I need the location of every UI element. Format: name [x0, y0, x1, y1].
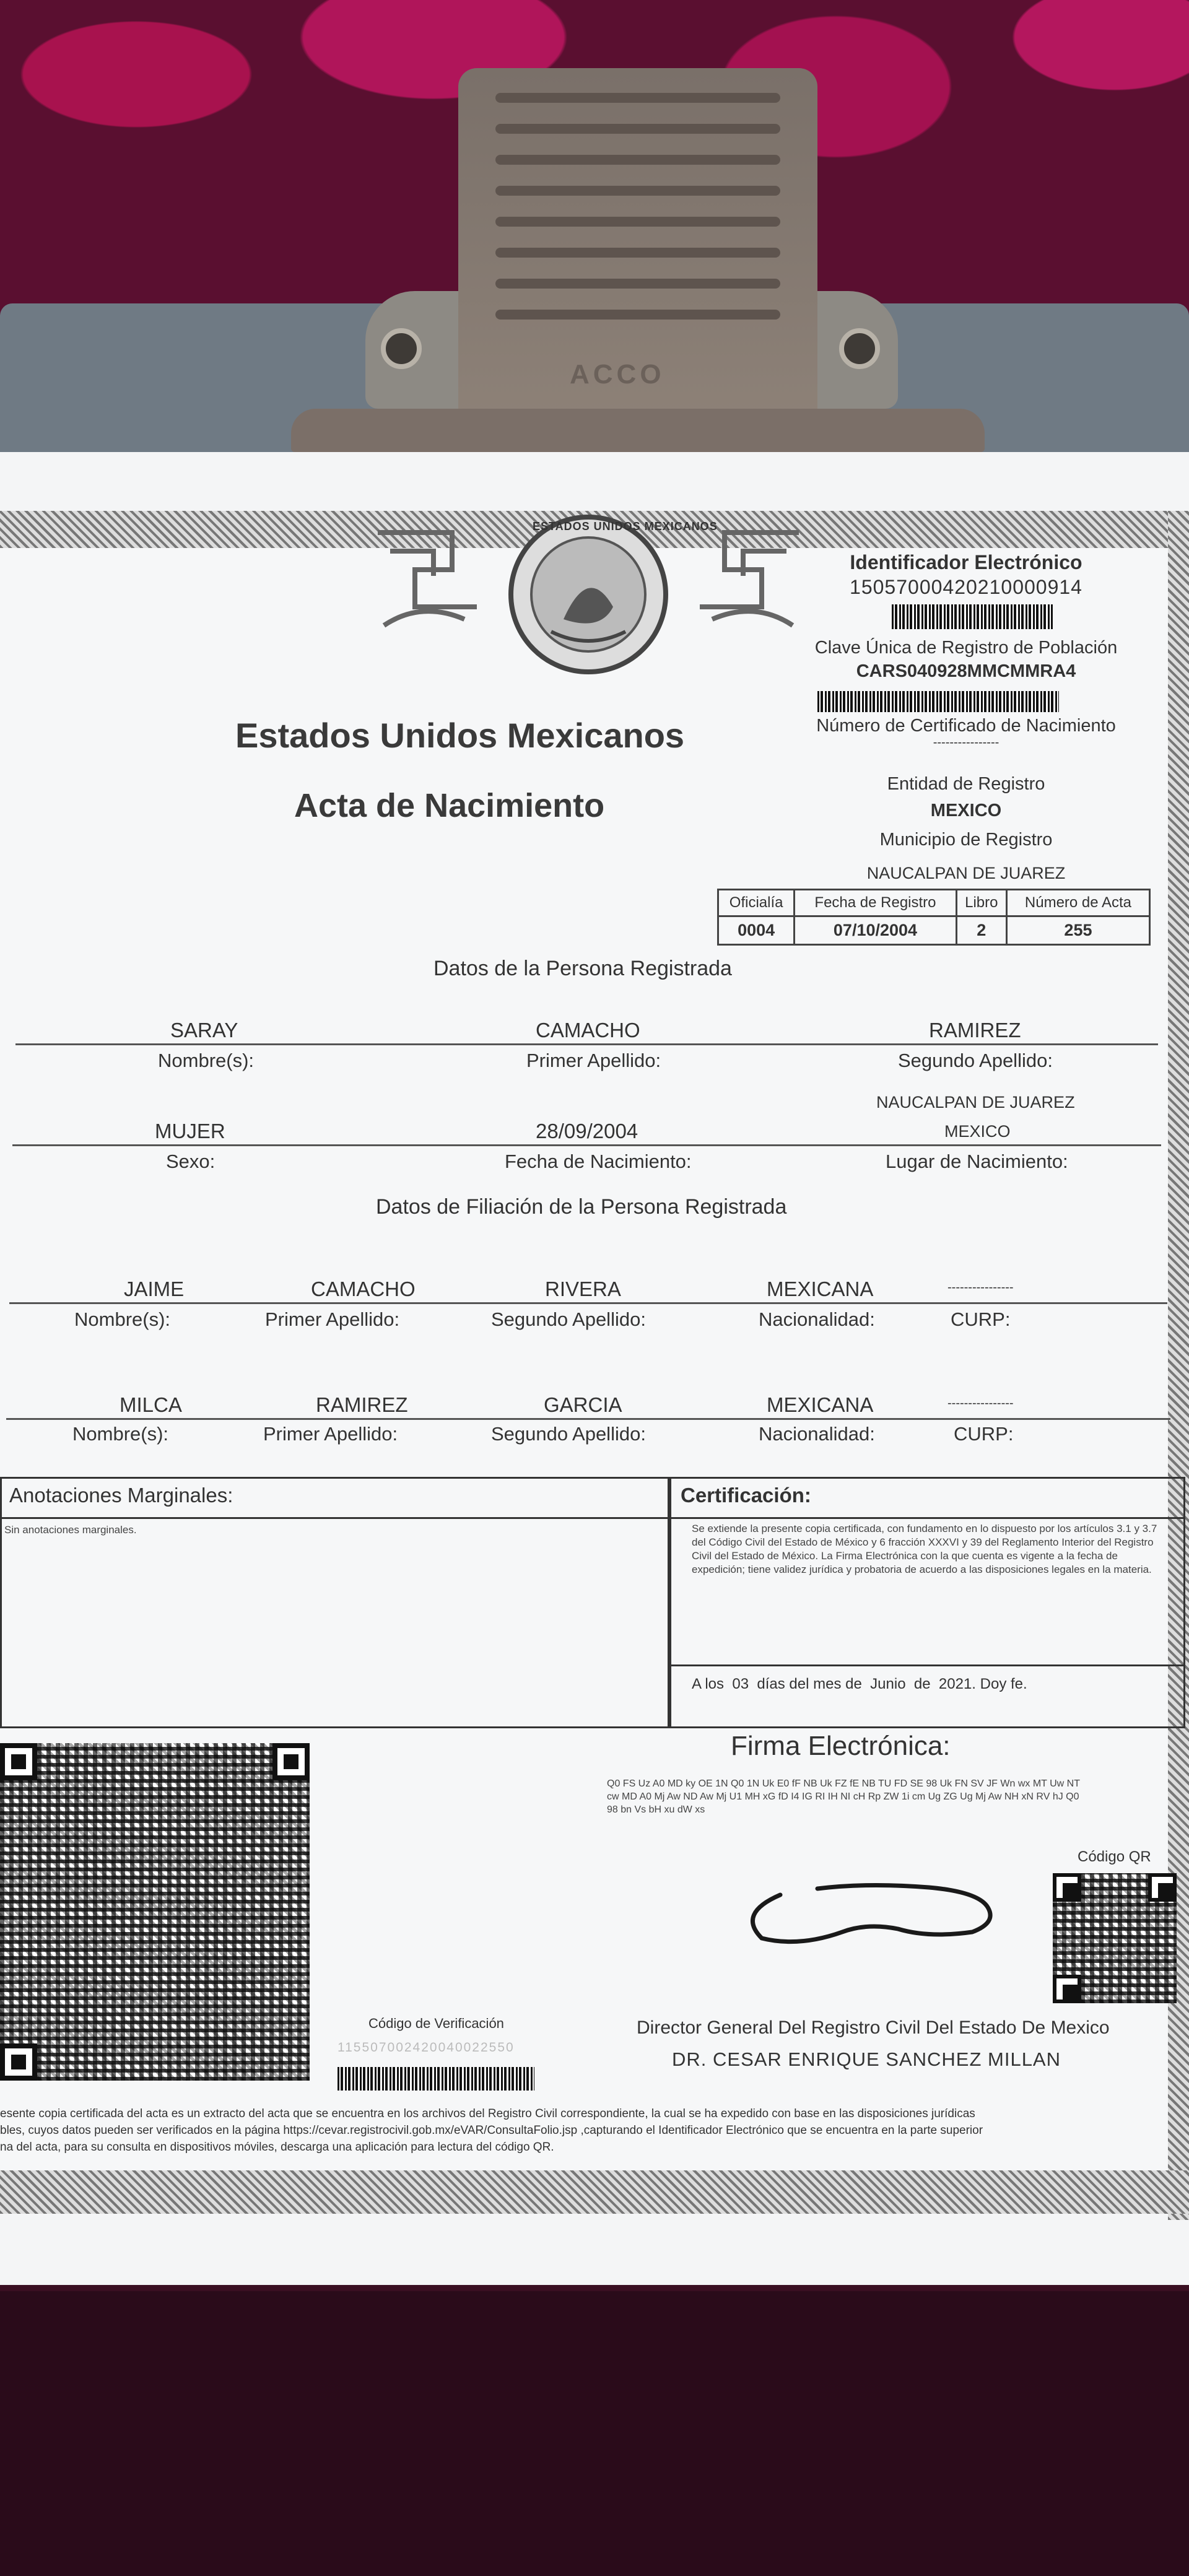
curp-label: Clave Única de Registro de Población: [814, 638, 1118, 658]
electronic-signature-code: Q0 FS Uz A0 MD ky OE 1N Q0 1N Uk E0 fF NB Uk FZ fE NB TU FD SE 98 Uk FN SV JF Wn wx MT Uw NT cw MD A0 Mj Aw ND Aw Mj U1 MH xG fD I4 IG RI IH NI cH Rp ZW 1i cm Ug ZG Ug Mj Aw NH xN RV hJ Q0 98 bn Vs bH xu dW xs: [607, 1778, 1080, 1815]
registry-book: 2: [956, 916, 1006, 945]
registry-act-number: 255: [1006, 916, 1149, 945]
person-second-surname-label: Segundo Apellido:: [898, 1050, 1053, 1071]
curp-barcode: [817, 691, 1059, 712]
parent1-first-surname-label: Primer Apellido:: [265, 1308, 400, 1330]
person-first-surname-label: Primer Apellido:: [526, 1050, 661, 1071]
parent2-name: MILCA: [120, 1393, 182, 1416]
emblem-text: ESTADOS UNIDOS MEXICANOS: [533, 520, 718, 533]
parent2-first-surname: RAMIREZ: [316, 1393, 408, 1416]
handwritten-signature: [743, 1870, 1003, 1951]
verification-code: 115507002420040022550: [338, 2040, 515, 2055]
registry-header-book: Libro: [956, 890, 1006, 916]
parent1-second-surname-label: Segundo Apellido:: [491, 1308, 646, 1330]
parent1-name: JAIME: [124, 1277, 185, 1300]
filiation-section-title: Datos de Filiación de la Persona Registrada: [376, 1195, 787, 1219]
parent2-curp: ----------------: [947, 1396, 1014, 1410]
parent2-nationality: MEXICANA: [767, 1393, 874, 1416]
person-sex-label: Sexo:: [166, 1151, 216, 1172]
dark-surface: [0, 2291, 1189, 2576]
divider: [12, 1144, 1161, 1146]
person-name: SARAY: [170, 1019, 238, 1042]
footer-line-2: bles, cuyos datos pueden ser verificados en la página https://cevar.registrocivil.gob.mx/eVAR/ConsultaFolio.jsp ,capturando el Identificador Electrónico que se encuentra en la parte superior: [0, 2124, 983, 2137]
rivet-icon: [381, 328, 422, 369]
divider: [6, 1418, 1170, 1420]
parent2-first-surname-label: Primer Apellido:: [263, 1423, 398, 1445]
birth-place-state: MEXICO: [944, 1122, 1011, 1141]
electronic-id: 15057000420210000914: [850, 576, 1082, 598]
person-second-surname: RAMIREZ: [929, 1019, 1021, 1042]
person-birth-place-label: Lugar de Nacimiento:: [886, 1151, 1068, 1172]
certification-date: A los 03 días del mes de Junio de 2021. Doy fe.: [692, 1676, 1027, 1692]
certification-title: Certificación:: [681, 1484, 811, 1507]
verification-code-label: Código de Verificación: [368, 2016, 504, 2031]
registry-header-date: Fecha de Registro: [795, 890, 956, 916]
document-title: Acta de Nacimiento: [294, 787, 605, 824]
person-birth-date: 28/09/2004: [536, 1120, 638, 1142]
large-qr-code: [0, 1743, 310, 2081]
rivet-icon: [839, 328, 880, 369]
verification-barcode: [338, 2067, 534, 2091]
curp-value: CARS040928MMCMMRA4: [856, 661, 1076, 681]
clip-brand: ACCO: [570, 359, 665, 389]
certification-text: Se extiende la presente copia certificada, con fundamento en lo dispuesto por los artículos 3.1 y 3.7 del Código Civil del Estado de México y 6 fracción XXXVI y 39 del Reglamento Interior del Registro Civil del Estado de México. La Firma Electrónica con la que cuenta es vigente a la fecha de expedición; tiene validez jurídica y probatoria de acuerdo a las disposiciones legales en la materia.: [692, 1523, 1157, 1575]
parent2-name-label: Nombre(s):: [72, 1423, 169, 1445]
electronic-id-barcode: [892, 604, 1053, 629]
country-title: Estados Unidos Mexicanos: [235, 716, 685, 755]
director-name: DR. CESAR ENRIQUE SANCHEZ MILLAN: [672, 2048, 1061, 2070]
parent2-nationality-label: Nacionalidad:: [759, 1423, 875, 1445]
parent1-name-label: Nombre(s):: [74, 1308, 171, 1330]
birth-certificate-number-label: Número de Certificado de Nacimiento: [816, 716, 1116, 736]
clip-lever: [458, 68, 817, 440]
registry-entity: MEXICO: [930, 801, 1002, 820]
registry-table: [717, 889, 1151, 946]
qr-code-label: Código QR: [1078, 1848, 1151, 1865]
parent1-curp-label: CURP:: [951, 1308, 1011, 1330]
person-first-surname: CAMACHO: [536, 1019, 640, 1042]
person-sex: MUJER: [155, 1120, 225, 1142]
certification-box: [668, 1477, 1185, 1728]
divider: [15, 1043, 1158, 1045]
registry-entity-label: Entidad de Registro: [887, 774, 1045, 794]
parent1-nationality: MEXICANA: [767, 1277, 874, 1300]
registry-header-act-number: Número de Acta: [1006, 890, 1149, 916]
registry-municipality-label: Municipio de Registro: [879, 830, 1053, 850]
registry-municipality: NAUCALPAN DE JUAREZ: [866, 864, 1066, 882]
footer-legal-text: [0, 2105, 1177, 2156]
director-title: Director General Del Registro Civil Del Estado De Mexico: [637, 2017, 1110, 2038]
parent1-nationality-label: Nacionalidad:: [759, 1308, 875, 1330]
parent1-first-surname: CAMACHO: [311, 1277, 416, 1300]
electronic-id-label: Identificador Electrónico: [850, 551, 1082, 573]
parent1-curp: ----------------: [947, 1281, 1014, 1294]
person-name-label: Nombre(s):: [158, 1050, 255, 1071]
registry-date: 07/10/2004: [795, 916, 956, 945]
small-qr-code: [1053, 1873, 1177, 2003]
registry-header-office: Oficialía: [718, 890, 795, 916]
footer-line-1: esente copia certificada del acta es un extracto del acta que se encuentra en los archivos del Registro Civil correspondiente, la cual se ha expedido con base en las disposiciones jurídicas: [0, 2107, 975, 2120]
birth-certificate-number: ----------------: [933, 736, 1000, 749]
footer-line-3: na del acta, para su consulta en dispositivos móviles, descarga una aplicación para lectura del código QR.: [0, 2141, 554, 2154]
electronic-signature-title: Firma Electrónica:: [731, 1731, 951, 1761]
birth-place-municipality: NAUCALPAN DE JUAREZ: [876, 1093, 1075, 1112]
parent2-curp-label: CURP:: [954, 1423, 1014, 1445]
parent1-second-surname: RIVERA: [545, 1277, 621, 1300]
person-section-title: Datos de la Persona Registrada: [433, 957, 732, 980]
parent2-second-surname-label: Segundo Apellido:: [491, 1423, 646, 1445]
coat-of-arms-emblem: [365, 514, 811, 681]
divider: [9, 1302, 1167, 1304]
annotations-title: Anotaciones Marginales:: [9, 1484, 233, 1507]
annotations-box: [0, 1477, 671, 1728]
annotations-text: Sin anotaciones marginales.: [4, 1524, 137, 1536]
parent2-second-surname: GARCIA: [544, 1393, 622, 1416]
clip-foot: [291, 409, 985, 452]
person-birth-date-label: Fecha de Nacimiento:: [505, 1151, 692, 1172]
registry-office: 0004: [718, 916, 795, 945]
border-bottom: [0, 2170, 1189, 2214]
